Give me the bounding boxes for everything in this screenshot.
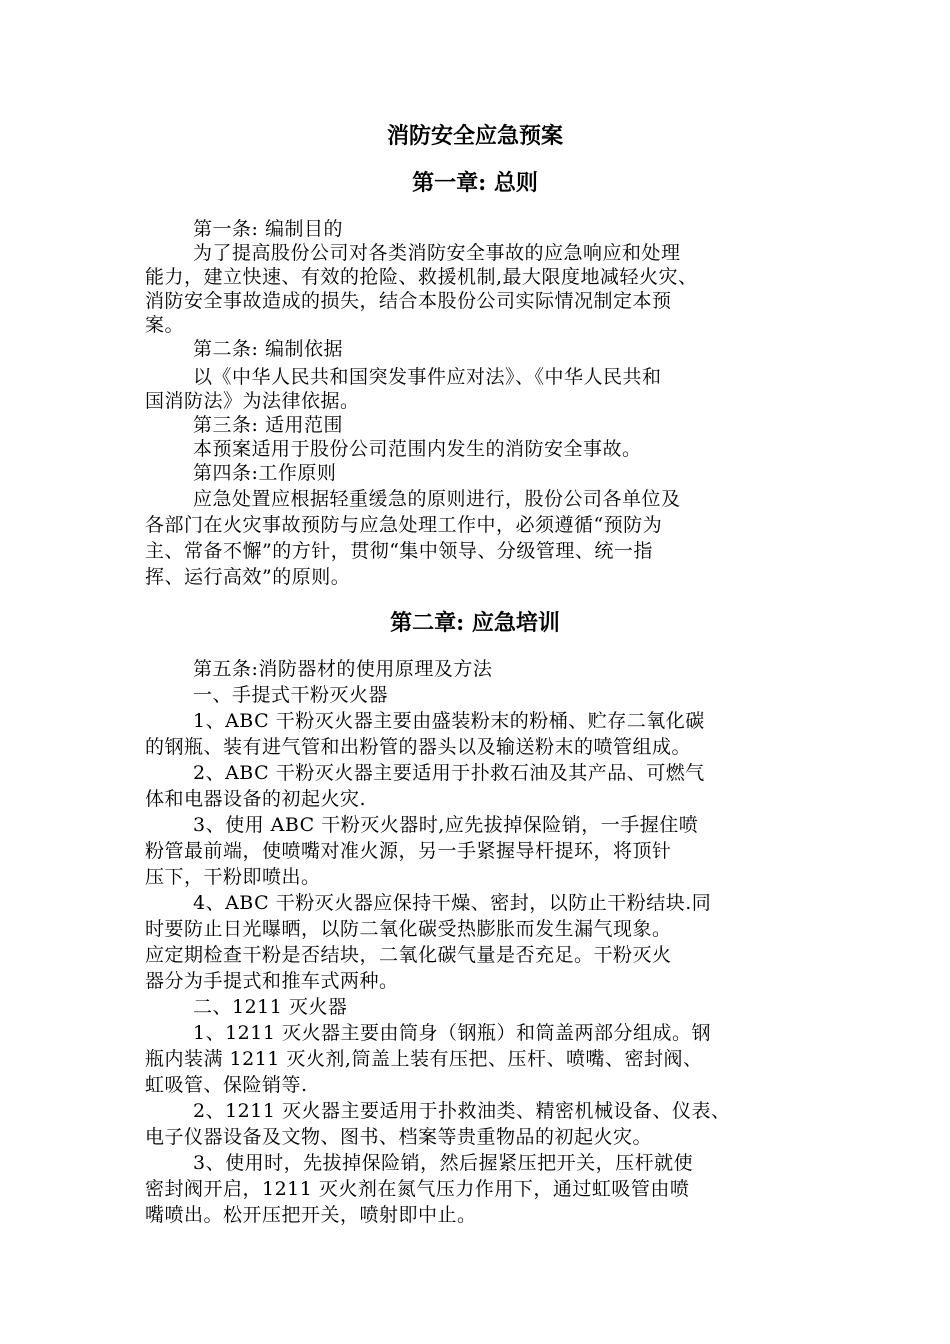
paragraph-line: 第三条: 适用范围 [193,414,343,436]
paragraph-line: 虹吸管、保险销等. [145,1074,308,1096]
paragraph-line: 本预案适用于股份公司范围内发生的消防安全事故。 [193,438,642,460]
paragraph-line: 2、1211 灭火器主要适用于扑救油类、精密机械设备、仪表、 [193,1100,731,1122]
paragraph-line: 消防安全事故造成的损失，结合本股份公司实际情况制定本预 [145,290,672,312]
paragraph-line: 应定期检查干粉是否结块，二氧化碳气量是否充足。干粉灭火 [145,944,672,966]
paragraph-line: 体和电器设备的初起火灾. [145,788,367,810]
document-title: 消防安全应急预案 [386,123,563,149]
paragraph-line: 2、ABC 干粉灭火器主要适用于扑救石油及其产品、可燃气 [193,762,705,784]
paragraph-line: 粉管最前端，使喷嘴对准火源，另一手紧握导杆提环，将顶针 [145,840,672,862]
chapter-1-heading: 第一章: 总则 [412,170,538,196]
paragraph-line: 案。 [145,314,185,336]
paragraph-line: 以《中华人民共和国突发事件应对法》、《中华人民共和 [193,366,662,388]
paragraph-line: 主、常备不懈”的方针，贯彻“集中领导、分级管理、统一指 [145,540,653,562]
paragraph-line: 瓶内装满 1211 灭火剂,筒盖上装有压把、压杆、喷嘴、密封阀、 [145,1048,703,1070]
paragraph-line: 1、1211 灭火器主要由筒身（钢瓶）和筒盖两部分组成。钢 [193,1022,711,1044]
paragraph-line: 电子仪器设备及文物、图书、档案等贵重物品的初起火灾。 [145,1126,653,1148]
paragraph-line: 密封阀开启，1211 灭火剂在氮气压力作用下，通过虹吸管由喷 [145,1178,690,1200]
paragraph-line: 二、1211 灭火器 [193,996,348,1018]
paragraph-line: 4、ABC 干粉灭火器应保持干燥、密封，以防止干粉结块.同 [193,892,712,914]
paragraph-line: 各部门在火灾事故预防与应急处理工作中，必须遵循“预防为 [145,514,663,536]
paragraph-line: 3、使用时，先拔掉保险销，然后握紧压把开关，压杆就使 [193,1152,694,1174]
paragraph-line: 第二条: 编制依据 [193,338,343,360]
paragraph-line: 3、使用 ABC 干粉灭火器时,应先拔掉保险销，一手握住喷 [193,814,699,836]
paragraph-line: 时要防止日光曝晒，以防二氧化碳受热膨胀而发生漏气现象。 [145,918,672,940]
paragraph-line: 一、手提式干粉灭火器 [193,684,389,706]
paragraph-line: 器分为手提式和推车式两种。 [145,970,399,992]
paragraph-line: 第四条:工作原则 [193,462,337,484]
paragraph-line: 的钢瓶、装有进气管和出粉管的器头以及输送粉末的喷管组成。 [145,736,692,758]
paragraph-line: 嘴喷出。松开压把开关，喷射即中止。 [145,1204,477,1226]
paragraph-line: 第五条:消防器材的使用原理及方法 [193,658,493,680]
paragraph-line: 应急处置应根据轻重缓急的原则进行，股份公司各单位及 [193,488,681,510]
paragraph-line: 第一条: 编制目的 [193,218,343,240]
paragraph-line: 能力，建立快速、有效的抢险、救援机制,最大限度地减轻火灾、 [145,266,698,288]
paragraph-line: 挥、运行高效”的原则。 [145,566,351,588]
chapter-2-heading: 第二章: 应急培训 [390,610,560,636]
paragraph-line: 国消防法》为法律依据。 [145,390,360,412]
paragraph-line: 1、ABC 干粉灭火器主要由盛装粉末的粉桶、贮存二氧化碳 [193,710,705,732]
paragraph-line: 为了提高股份公司对各类消防安全事故的应急响应和处理 [193,242,681,264]
paragraph-line: 压下，干粉即喷出。 [145,866,321,888]
